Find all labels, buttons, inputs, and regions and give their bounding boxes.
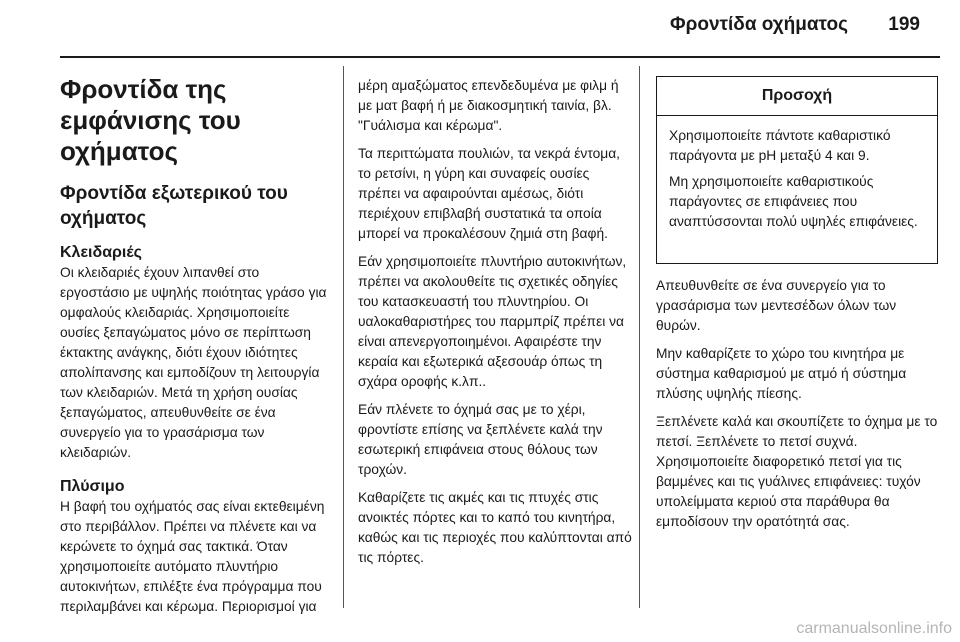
caution-box xyxy=(656,76,938,264)
caution-title: Προσοχή xyxy=(657,77,937,116)
running-header-title: Φροντίδα οχήματος xyxy=(670,14,848,35)
column-divider-right xyxy=(639,66,640,608)
caution-paragraph: Χρησιμοποιείτε πάντοτε καθαριστικό παράγοντα με pH μεταξύ 4 και 9. xyxy=(669,128,891,163)
paragraph: μέρη αμαξώματος επενδεδυμένα με φιλμ ή με ματ βαφή ή με διακοσμητική ταινία, βλ. "Γυάλισμα και κέρωμα". xyxy=(358,78,619,133)
paragraph: Καθαρίζετε τις ακμές και τις πτυχές στις ανοικτές πόρτες και το καπό του κινητήρα, καθώς και τις περιοχές που καλύπτονται από τις πόρτες. xyxy=(358,490,632,565)
column-middle xyxy=(358,76,634,576)
watermark: carmanualsonline.info xyxy=(796,620,952,637)
paragraph: Εάν χρησιμοποιείτε πλυντήριο αυτοκινήτων, πρέπει να ακολουθείτε τις σχετικές οδηγίες του κατασκευαστή του πλυντηρίου. Οι υαλοκαθαριστήρες του παρμπρίζ πρέπει να είναι απενεργοποιημένοι. Αφαιρέστε την κεραία και εξωτερικά αξεσουάρ όπως τη σχάρα οροφής κ.λπ.. xyxy=(358,254,627,389)
column-right xyxy=(656,276,938,540)
paragraph: Μην καθαρίζετε το χώρο του κινητήρα με σύστημα καθαρισμού με ατμό ή σύστημα πλύσης υψηλής πίεσης. xyxy=(656,346,907,401)
paragraph: Απευθυνθείτε σε ένα συνεργείο για το γρασάρισμα των μεντεσέδων όλων των θυρών. xyxy=(656,278,897,333)
subsection-title: Φροντίδα εξωτερικού του οχήματος xyxy=(60,183,288,229)
paragraph: Τα περιττώματα πουλιών, τα νεκρά έντομα, το ρετσίνι, η γύρη και συναφείς ουσίες πρέπει να αφαιρούνται αμέσως, διότι περιέχουν επιβλαβή συστατικά τα οποία μπορεί να προκαλέσουν ζημιά στη βαφή. xyxy=(358,146,621,241)
column-divider-left xyxy=(343,66,344,608)
caution-paragraph: Μη χρησιμοποιείτε καθαριστικούς παράγοντες σε επιφάνειες που αναπτύσσονται πολύ υψηλές επιφάνειες. xyxy=(669,174,918,229)
locks-heading: Κλειδαριές xyxy=(60,244,142,261)
locks-paragraph: Οι κλειδαριές έχουν λιπανθεί στο εργοστάσιο με υψηλής ποιότητας γράσο για ομφαλούς κλειδαριάς. Χρησιμοποιείτε ουσίες ξεπαγώματος μόνο σε περίπτωση έκτακτης ανάγκης, διότι έχουν ιδιότητες απολίπανσης και εμποδίζουν τη λειτουργία των κλειδαριών. Μετά τη χρήση ουσίας ξεπαγώματος, απευθυνθείτε σε ένα συνεργείο για το γρασάρισμα των κλειδαριών. xyxy=(60,265,327,460)
header-rule xyxy=(60,56,940,58)
column-left xyxy=(60,74,332,625)
wash-paragraph: Η βαφή του οχήματός σας είναι εκτεθειμένη στο περιβάλλον. Πρέπει να πλένετε και να κερώνετε το όχημά σας τακτικά. Όταν χρησιμοποιείτε αυτόματο πλυντήριο αυτοκινήτων, επιλέξτε ένα πρόγραμμα που περιλαμβάνει και κέρωμα. Περιορισμοί για xyxy=(60,499,325,614)
section-title: Φροντίδα της εμφάνισης του οχήματος xyxy=(60,74,241,166)
paragraph: Εάν πλένετε το όχημά σας με το χέρι, φροντίστε επίσης να ξεπλένετε καλά την εσωτερική επιφάνεια στους θόλους των τροχών. xyxy=(358,402,603,477)
wash-heading: Πλύσιμο xyxy=(60,478,125,495)
page-number: 199 xyxy=(888,14,920,35)
caution-body xyxy=(657,116,937,232)
paragraph: Ξεπλένετε καλά και σκουπίζετε το όχημα με το πετσί. Ξεπλένετε το πετσί συχνά. Χρησιμοποιείτε διαφορετικό πετσί για τις βαμμένες και τις γυάλινες επιφάνειες: τυχόν υπολείμματα κεριού στα παράθυρα θα εμποδίσουν την ορατότητά σας. xyxy=(656,414,938,529)
